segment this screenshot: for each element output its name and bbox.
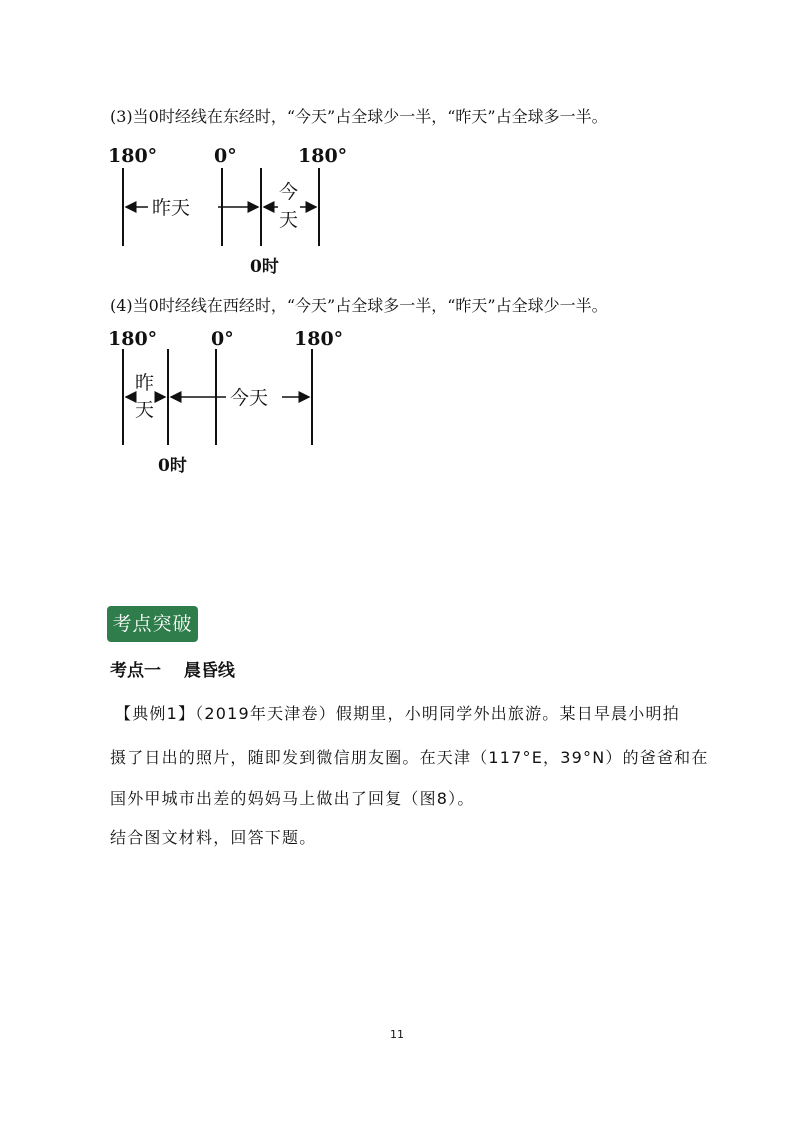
label-180-right: 180° (298, 145, 348, 167)
section4-diagram (100, 325, 370, 475)
example-line-4: 结合图文材料，回答下题。 (110, 828, 317, 847)
label-0: 0° (214, 145, 237, 167)
label-today-top: 今 (279, 181, 299, 203)
example-line-1: 【典例1】（2019年天津卷）假期里，小明同学外出旅游。某日早晨小明拍 (115, 704, 680, 723)
label-180-right: 180° (294, 328, 344, 350)
label-today: 今天 (230, 387, 269, 409)
label-0: 0° (211, 328, 234, 350)
label-yesterday-top: 昨 (135, 372, 155, 394)
example-line-3: 国外甲城市出差的妈妈马上做出了回复（图8）。 (110, 789, 475, 808)
label-yesterday-bottom: 天 (135, 399, 155, 421)
page-number: 11 (390, 1028, 404, 1041)
label-yesterday: 昨天 (152, 197, 191, 219)
example-line-2: 摄了日出的照片，随即发到微信朋友圈。在天津（117°E，39°N）的爸爸和在 (110, 748, 709, 767)
label-180-left: 180° (108, 145, 158, 167)
label-today-bottom: 天 (279, 209, 299, 231)
label-zero-hour: 0时 (158, 456, 187, 476)
section-badge: 考点突破 (107, 606, 198, 642)
section3-diagram (100, 140, 370, 280)
topic-heading: 考点一 晨昏线 (110, 661, 235, 681)
section4-text: (4)当0时经线在西经时，“今天”占全球多一半，“昨天”占全球少一半。 (110, 296, 608, 315)
label-180-left: 180° (108, 328, 158, 350)
label-zero-hour: 0时 (250, 257, 279, 277)
section3-text: (3)当0时经线在东经时，“今天”占全球少一半，“昨天”占全球多一半。 (110, 107, 608, 126)
